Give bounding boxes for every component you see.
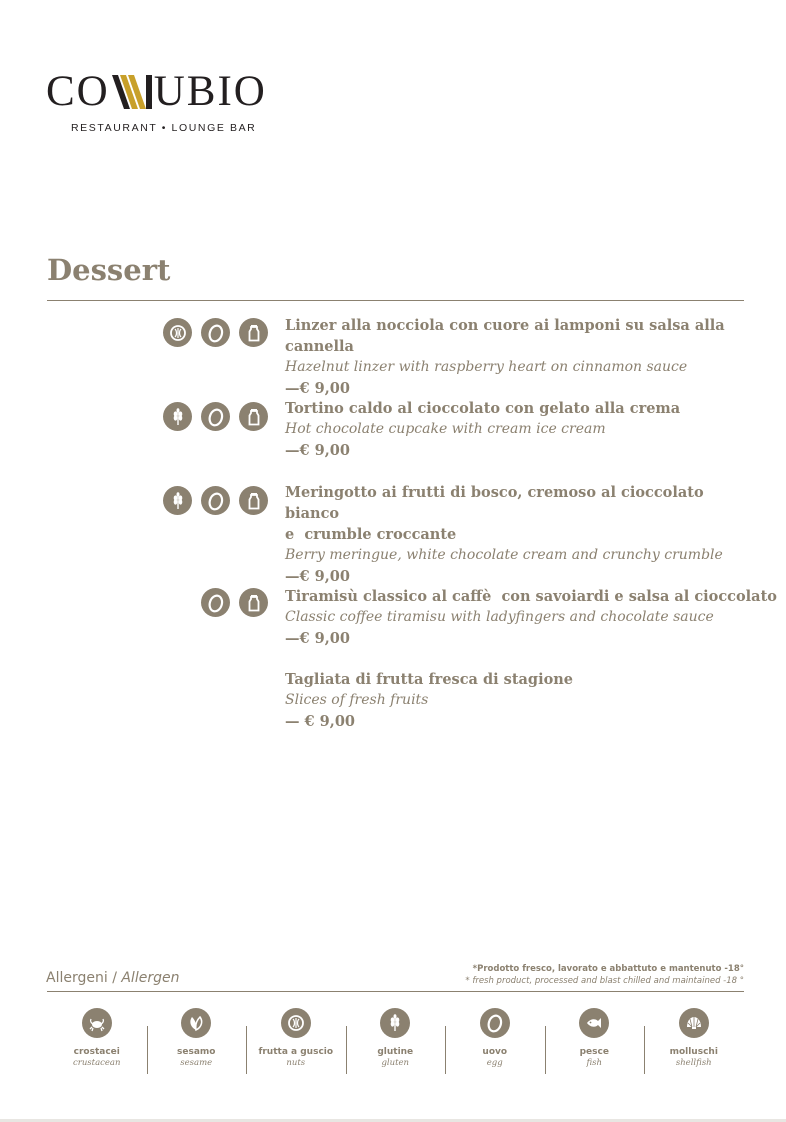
gluten-icon [163, 402, 192, 431]
logo-nn-mark [112, 75, 152, 109]
item-price: —€ 9,00 [285, 380, 350, 397]
item-name-it: Tortino caldo al cioccolato con gelato alla crema [285, 400, 681, 417]
item-name-en: Hot chocolate cupcake with cream ice cream [285, 421, 606, 437]
shell-icon [679, 1008, 709, 1038]
item-name-en: Berry meringue, white chocolate cream and crunchy crumble [285, 547, 723, 563]
milk-icon [239, 486, 268, 515]
legend-item-frutta-a-guscio [246, 1008, 346, 1068]
legend-item-sesamo [147, 1008, 247, 1068]
milk-icon [239, 402, 268, 431]
legend-item-molluschi [644, 1008, 744, 1068]
fish-icon [579, 1008, 609, 1038]
legend-label-en: shellfish [675, 1058, 712, 1068]
gluten-icon [163, 486, 192, 515]
menu-item-3 [285, 482, 755, 587]
item-name-it: Tagliata di frutta fresca di stagione [285, 671, 574, 688]
item-2-allergens [163, 402, 268, 431]
legend-item-glutine [346, 1008, 446, 1068]
egg-icon [201, 402, 230, 431]
brand-logo [46, 70, 267, 134]
item-name-en: Slices of fresh fruits [285, 692, 429, 708]
egg-icon [480, 1008, 510, 1038]
legend-label-it: sesamo [177, 1047, 216, 1057]
legend-label-it: frutta a guscio [258, 1047, 334, 1057]
section-divider [47, 300, 744, 301]
crab-icon [82, 1008, 112, 1038]
item-name-en: Hazelnut linzer with raspberry heart on cinnamon sauce [285, 359, 688, 375]
allergen-divider [47, 991, 744, 992]
item-name-it-line2: e crumble croccante [285, 526, 457, 543]
legend-label-it: molluschi [669, 1047, 718, 1057]
item-name-it: Linzer alla nocciola con cuore ai lamponi su salsa alla cannella [285, 317, 725, 355]
gluten-icon [380, 1008, 410, 1038]
legend-label-it: crostacei [73, 1047, 120, 1057]
legend-label-en: gluten [381, 1058, 410, 1068]
item-price: —€ 9,00 [285, 568, 350, 585]
frozen-note-en: * fresh product, processed and blast chilled and maintained -18 ° [465, 976, 744, 986]
legend-item-uovo [445, 1008, 545, 1068]
item-name-it-line1: Meringotto ai frutti di bosco, cremoso al cioccolato bianco [285, 484, 704, 522]
legend-label-it: uovo [482, 1047, 508, 1057]
legend-label-it: glutine [377, 1047, 414, 1057]
legend-label-en: nuts [286, 1058, 306, 1068]
item-name-it: Tiramisù classico al caffè con savoiardi e salsa al cioccolato [285, 588, 777, 605]
legend-label-en: sesame [180, 1058, 213, 1068]
egg-icon [201, 318, 230, 347]
egg-icon [201, 588, 230, 617]
item-price: — € 9,00 [285, 713, 356, 730]
legend-label-en: fish [586, 1058, 602, 1068]
legend-label-en: egg [486, 1058, 503, 1068]
legend-item-pesce [545, 1008, 645, 1068]
logo-wordmark: CO UBIO [46, 68, 267, 115]
egg-icon [201, 486, 230, 515]
frozen-note-it: *Prodotto fresco, lavorato e abbattuto e mantenuto -18° [472, 964, 744, 974]
legend-label-en: crustacean [73, 1058, 121, 1068]
menu-item-2 [285, 398, 755, 461]
item-4-allergens [201, 588, 268, 617]
item-price: —€ 9,00 [285, 630, 350, 647]
section-title: Dessert [47, 253, 171, 287]
menu-item-1 [285, 315, 755, 399]
allergen-title-it: Allergeni / [46, 970, 122, 986]
nut-icon [281, 1008, 311, 1038]
item-1-allergens [163, 318, 268, 347]
item-price: —€ 9,00 [285, 442, 350, 459]
nut-icon [163, 318, 192, 347]
item-name-en: Classic coffee tiramisu with ladyfingers and chocolate sauce [285, 609, 714, 625]
menu-item-5 [285, 669, 755, 732]
milk-icon [239, 588, 268, 617]
sesame-icon [181, 1008, 211, 1038]
legend-label-it: pesce [579, 1047, 609, 1057]
milk-icon [239, 318, 268, 347]
allergen-legend [47, 1008, 744, 1068]
menu-item-4 [285, 586, 777, 649]
item-3-allergens [163, 486, 268, 515]
allergen-title-en: Allergen [121, 970, 180, 986]
allergen-heading [46, 970, 179, 986]
logo-subtitle: RESTAURANT • LOUNGE BAR [71, 122, 257, 134]
legend-item-crostacei [47, 1008, 147, 1068]
